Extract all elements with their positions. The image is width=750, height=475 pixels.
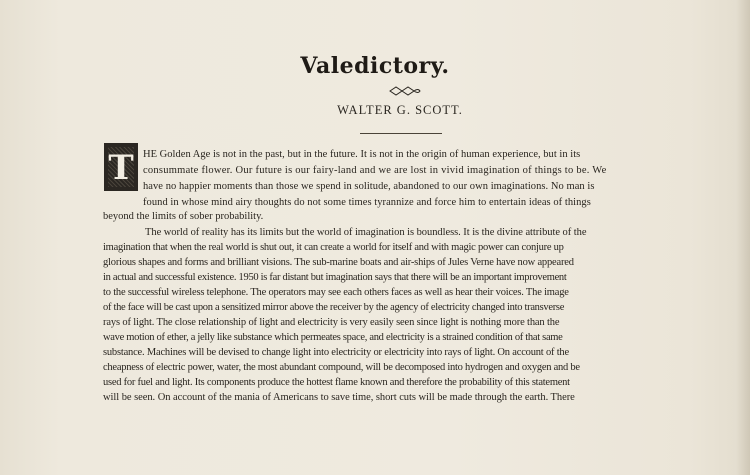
- paragraph2-line: will be seen. On account of the mania of Americans to save time, short cuts will be made through the earth. There: [103, 392, 575, 403]
- paragraph2-line: of the face will be cast upon a sensitized mirror above the receiver by the agency of electricity changed into transverse: [103, 302, 565, 313]
- paragraph2-line: wave motion of ether, a jelly like substance which permeates space, and electricity is a strained condition of that same: [103, 332, 563, 343]
- paragraph2-line: substance. Machines will be devised to change light into electricity or electricity into rays of light. On account of the: [103, 347, 569, 358]
- dropcap-ornament: [104, 143, 138, 191]
- paragraph2-line: The world of reality has its limits but the world of imagination is boundless. It is the divine attribute of the: [145, 227, 587, 238]
- page-title: Valedictory.: [300, 53, 450, 79]
- paragraph2-line: cheapness of electric power, water, the most abundant compound, will be decomposed into hydrogen and oxygen and be: [103, 362, 580, 373]
- paragraph1-line: have no happier moments than those we spend in solitude, abandoned to our own imaginations. No man is: [143, 181, 595, 192]
- paragraph2-line: rays of light. The close relationship of light and electricity is very easily seen since light is nothing more than the: [103, 317, 560, 328]
- ornament-divider-icon: [388, 86, 422, 96]
- paragraph2-line: used for fuel and light. Its components produce the hottest flame known and therefore the probability of this statement: [103, 377, 570, 388]
- paragraph2-line: to the successful wireless telephone. The operators may see each others faces as well as hear their voices. The image: [103, 287, 569, 298]
- paragraph1-line: consummate flower. Our future is our fairy-land and we are lost in vivid imagination of things to be. We: [143, 165, 607, 176]
- paragraph1-line: beyond the limits of sober probability.: [103, 211, 264, 222]
- paragraph2-line: glorious shapes and forms and brilliant visions. The sub-marine boats and air-ships of Jules Verne have now appeared: [103, 257, 574, 268]
- paragraph2-line: imagination that when the real world is shut out, it can create a world for itself and with magic power can conjure up: [103, 242, 564, 253]
- paragraph1-line: found in whose mind airy thoughts do not some times tyrannize and force him to entertain ideas of things: [143, 197, 591, 208]
- divider-rule: [360, 133, 442, 134]
- paragraph1-line: HE Golden Age is not in the past, but in the future. It is not in the origin of human experience, but in its: [143, 149, 581, 160]
- dropcap-letter: T: [108, 148, 134, 188]
- paragraph2-line: in actual and successful existence. 1950 is far distant but imagination says that there will be an important improvement: [103, 272, 567, 283]
- author-name: WALTER G. SCOTT.: [337, 103, 463, 117]
